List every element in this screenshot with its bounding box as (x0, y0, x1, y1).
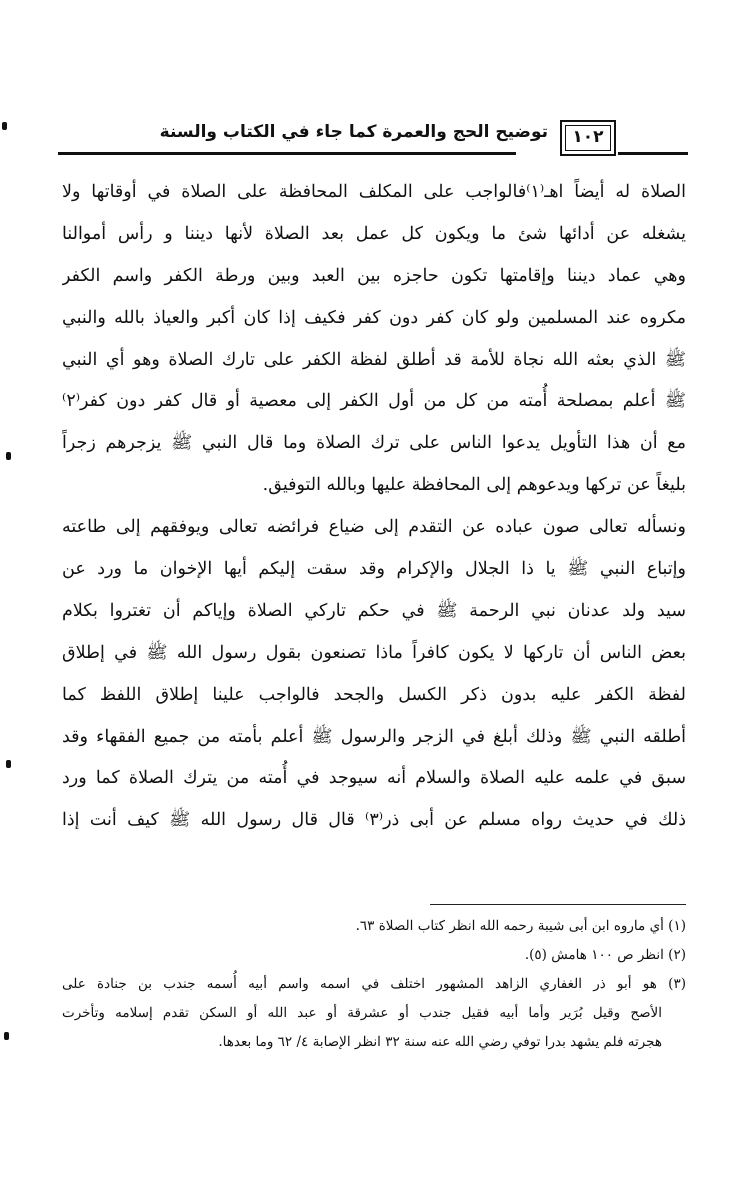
running-title: توضيح الحج والعمرة كما جاء في الكتاب والسنة (159, 122, 548, 142)
text-line: أطلقه النبي ﷺ وذلك أبلغ في الزجر والرسول ﷺ أعلم بأمته من جميع الفقهاء وقد (62, 726, 686, 747)
text-line: ذلك في حديث رواه مسلم عن أبى ذر⁽٣⁾ قال قال رسول الله ﷺ كيف أنت إذا (62, 810, 686, 831)
text-line: الصلاة له أيضاً اهـ⁽١⁾فالواجب على المكلف المحافظة على الصلاة في أوقاتها ولا (62, 182, 686, 202)
margin-mark (4, 1032, 9, 1040)
footnote-3-continued: هجرته فلم يشهد بدرا توفي رضي الله عنه سنة ٣٢ انظر الإصابة ٤/ ٦٢ وما بعدها. (218, 1034, 662, 1050)
main-text (62, 172, 686, 842)
text-line: لفظة الكفر عليه بدون ذكر الكسل والجحد فالواجب علينا إطلاق اللفظ كما (62, 684, 686, 705)
page-number-frame (560, 120, 616, 156)
text-line: ونسأله تعالى صون عباده عن التقدم إلى ضياع فرائضه تعالى ويوفقهم إلى طاعته (62, 517, 686, 538)
text-line: يشغله عن أدائها شئ ما ويكون كل عمل بعد الصلاة لأنها ديننا و رأس أموالنا (62, 223, 686, 244)
footnote-1: (١) أي ماروه ابن أبى شيبة رحمه الله انظر كتاب الصلاة ٦٣. (355, 918, 686, 934)
text-line: بليغاً عن تركها ويدعوهم إلى المحافظة عليها وبالله التوفيق. (262, 475, 686, 496)
margin-mark (2, 122, 7, 130)
text-line: مع أن هذا التأويل يدعوا الناس على ترك الصلاة وما قال النبي ﷺ يزجرهم زجراً (62, 433, 686, 454)
text-line: ﷺ أعلم بمصلحة أُمته من كل من أول الكفر إلى معصية أو قال كفر دون كفر⁽٢⁾ (62, 391, 686, 412)
footnote-separator (430, 904, 686, 905)
running-header (58, 118, 688, 162)
footnote-2: (٢) انظر ص ١٠٠ هامش (٥). (524, 947, 686, 963)
margin-mark (6, 452, 11, 460)
text-line: مكروه عند المسلمين ولو كان كفر دون كفر فكيف إذا كان أكبر والعياذ بالله والنبي (62, 307, 686, 328)
footnotes (62, 912, 686, 1057)
text-line: وإتباع النبي ﷺ يا ذا الجلال والإكرام وقد سقت إليكم أيها الإخوان ما ورد عن (62, 559, 686, 580)
text-line: سبق في علمه عليه الصلاة والسلام أنه سيوجد في أُمته من يترك الصلاة كما ورد (62, 768, 686, 789)
text-line: سيد ولد عدنان نبي الرحمة ﷺ في حكم تاركي الصلاة وإياكم أن تغتروا بكلام (62, 600, 686, 621)
text-line: وهي عماد ديننا وإقامتها تكون حاجزه بين العبد وبين ورطة الكفر واسم الكفر (62, 265, 686, 286)
margin-mark (6, 760, 11, 768)
text-line: بعض الناس أن تاركها لا يكون كافراً ماذا تصنعون بقول رسول الله ﷺ في إطلاق (62, 642, 686, 663)
footnote-3-continued: الأصح وقيل بُرَير وأما أبيه فقيل جندب أو عشرقة أو عبد الله أو السكن تقدم إسلامه وتأخرت (62, 1005, 662, 1021)
page-number: ١٠٢ (572, 127, 604, 147)
text-line: ﷺ الذي بعثه الله نجاة للأمة قد أطلق لفظة الكفر على تارك الصلاة وهو أي النبي (62, 349, 686, 370)
footnote-3: (٣) هو أبو ذر الغفاري الزاهد المشهور اختلف في اسمه واسم أبيه أُسمه جندب بن جنادة على (62, 976, 686, 992)
header-rule (58, 152, 516, 155)
header-rule-right (618, 152, 688, 155)
